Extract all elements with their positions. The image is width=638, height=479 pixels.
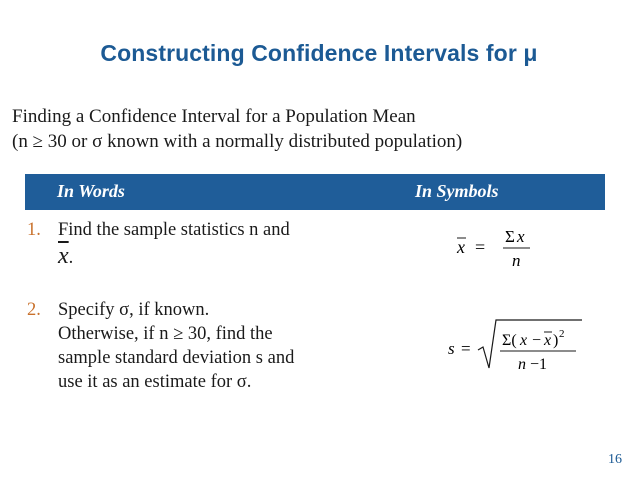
svg-text:x: x [457,237,465,257]
svg-text:Σ(: Σ( [502,332,517,349]
svg-text:n: n [518,356,526,373]
svg-text:x: x [520,332,528,349]
svg-text:=: = [475,237,486,257]
column-header-words: In Words [57,181,125,201]
svg-text:=: = [461,339,471,358]
slide-title: Constructing Confidence Intervals for μ [100,40,538,66]
svg-text:x: x [517,227,525,246]
svg-text:2: 2 [559,328,565,340]
svg-text:s: s [448,339,455,358]
step-text-line: $\overline{x}$. [58,243,74,269]
step-text [58,218,290,270]
x-bar-symbol: $\overline{x}$ [58,243,69,269]
std-dev-formula [446,316,596,376]
page-number: 16 [608,452,622,467]
std-dev-formula-graphic [446,316,596,376]
mean-formula-graphic [455,222,545,272]
step-text [58,298,294,394]
step-text-line: Find the sample statistics n and [58,220,290,240]
step-text-line: Specify σ, if known. [58,300,210,320]
table-header [25,174,605,210]
section-heading [12,104,622,154]
step-text-line: use it as an estimate for σ. [58,372,252,392]
heading-line-2: (n ≥ 30 or σ known with a normally distributed population) [12,131,463,152]
step-text-line: sample standard deviation s and [58,348,295,368]
svg-text:−1: −1 [530,356,548,373]
mean-formula [455,222,545,272]
svg-text:Σ: Σ [505,227,515,246]
step-text-line: Otherwise, if n ≥ 30, find the [58,324,273,344]
svg-text:): ) [553,332,559,349]
svg-text:−: − [532,332,542,349]
column-header-symbols: In Symbols [415,181,499,201]
heading-line-1: Finding a Confidence Interval for a Population Mean [12,106,416,127]
step-number: 1. [27,220,41,240]
step-number: 2. [27,300,41,320]
svg-text:n: n [512,251,521,270]
svg-text:x: x [544,332,552,349]
